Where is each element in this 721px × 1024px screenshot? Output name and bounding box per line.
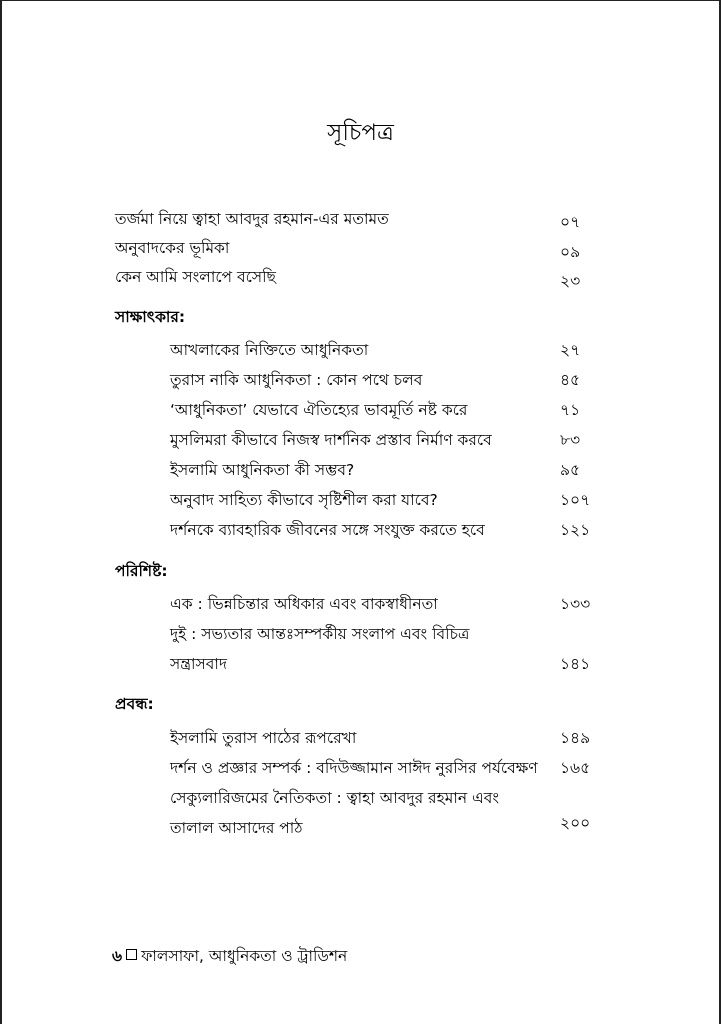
section-heading-interviews: সাক্ষাৎকার: <box>115 308 186 326</box>
section-heading-appendix: পরিশিষ্ট: <box>115 562 168 580</box>
toc-entry-label: অনুবাদকের ভূমিকা <box>115 239 230 257</box>
toc-entry-label: মুসলিমরা কীভাবে নিজস্ব দার্শনিক প্রস্তাব নির্মাণ করবে <box>170 431 492 449</box>
toc-entry-label-continued: সন্ত্রাসবাদ <box>170 655 228 673</box>
page-edge-left <box>0 0 2 1024</box>
toc-entry-page: ২৭ <box>560 341 581 359</box>
footer-page-number: ৬ <box>112 947 123 965</box>
page-title: সূচিপত্র <box>327 120 394 146</box>
toc-entry-label: তুরাস নাকি আধুনিকতা : কোন পথে চলব <box>170 371 423 389</box>
toc-entry-label: ‘আধুনিকতা’ যেভাবে ঐতিহ্যের ভাবমূর্তি নষ্ট করে <box>170 401 468 419</box>
toc-entry-page: ১০৭ <box>560 491 591 509</box>
toc-entry-label: ইসলামি আধুনিকতা কী সম্ভব? <box>170 461 355 479</box>
toc-entry-label-continued: তালাল আসাদের পাঠ <box>170 819 303 837</box>
toc-entry-page: ৯৫ <box>560 461 581 479</box>
toc-entry-label: আখলাকের নিক্তিতে আধুনিকতা <box>170 341 369 359</box>
toc-entry-page: ১২১ <box>560 521 591 539</box>
square-separator-icon <box>126 949 137 960</box>
section-heading-essays: প্রবন্ধ: <box>115 695 154 713</box>
footer-book-title: ফালসাফা, আধুনিকতা ও ট্রাডিশন <box>141 947 348 965</box>
toc-entry-page: ১৩৩ <box>560 595 591 613</box>
toc-entry-label: দুই : সভ্যতার আন্তঃসম্পর্কীয় সংলাপ এবং বিচিত্র <box>170 625 470 643</box>
toc-entry-label: দর্শনকে ব্যাবহারিক জীবনের সঙ্গে সংযুক্ত করতে হবে <box>170 521 485 539</box>
toc-entry-label: কেন আমি সংলাপে বসেছি <box>115 268 276 286</box>
toc-entry-page: ৮৩ <box>560 431 581 449</box>
toc-entry-page: ২৩ <box>560 272 581 290</box>
toc-entry-page: ০৯ <box>560 243 581 261</box>
toc-entry-page: ২০০ <box>560 814 591 832</box>
toc-entry-page: ৪৫ <box>560 371 581 389</box>
toc-entry-page: ৭১ <box>560 401 581 419</box>
toc-entry-label: অনুবাদ সাহিত্য কীভাবে সৃষ্টিশীল করা যাবে? <box>170 491 438 509</box>
toc-entry-page: ১৬৫ <box>560 759 591 777</box>
toc-entry-label: এক : ভিন্নচিন্তার অধিকার এবং বাকস্বাধীনতা <box>170 595 438 613</box>
toc-entry-page: ১৪১ <box>560 655 591 673</box>
toc-entry-label: সেক্যুলারিজমের নৈতিকতা : ত্বাহা আবদুর রহমান এবং <box>170 789 500 807</box>
page-footer <box>112 945 347 967</box>
toc-entry-label: দর্শন ও প্রজ্ঞার সম্পর্ক : বদিউজ্জামান সাঈদ নুরসির পর্যবেক্ষণ <box>170 759 538 777</box>
toc-entry-label: ইসলামি তুরাস পাঠের রূপরেখা <box>170 729 357 747</box>
toc-entry-label: তর্জমা নিয়ে ত্বাহা আবদুর রহমান-এর মতামত <box>115 210 389 228</box>
toc-entry-page: ০৭ <box>560 213 581 231</box>
toc-entry-page: ১৪৯ <box>560 729 591 747</box>
page-edge-top <box>0 0 721 1</box>
